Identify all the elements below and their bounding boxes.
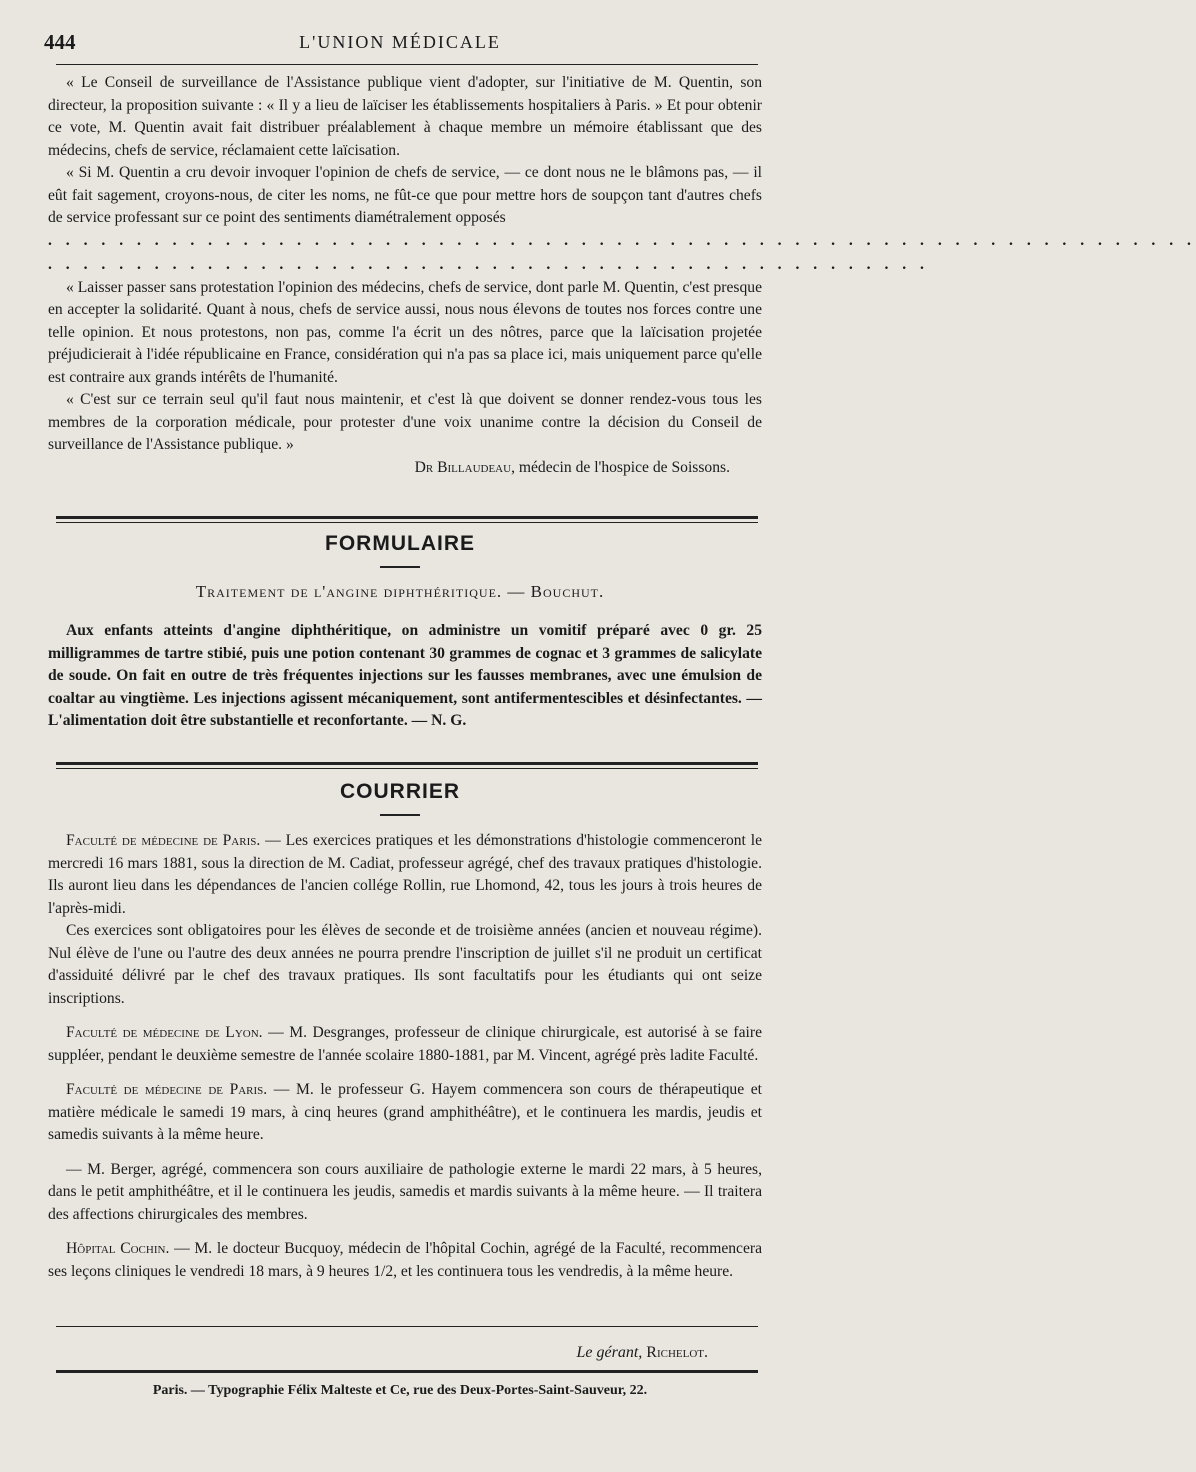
- courrier-item: [48, 1159, 762, 1227]
- courrier-item-lead: Faculté de médecine de Paris.: [66, 832, 261, 849]
- formulaire-title: FORMULAIRE: [325, 532, 475, 555]
- courrier-item-text: — M. le professeur G. Hayem commencera son cours de thérapeutique et matière médicale le samedi 19 mars, à cinq heures (grand amphithéâtre), et le continuera les mardis, jeudis et samedis suivants à la même heure.: [48, 1081, 762, 1143]
- gerant-signature: [577, 1344, 709, 1362]
- page-header: [44, 30, 756, 64]
- letter-paragraph: « Si M. Quentin a cru devoir invoquer l'opinion de chefs de service, — ce dont nous ne le blâmons pas, — il eût fait sagement, croyons-nous, de citer les noms, ne fût-ce que pour mettre hors de soupçon tant d'autres chefs de service professant sur ce point des sentiments diamétralement opposés: [48, 164, 762, 226]
- courrier-item-text: — M. Berger, agrégé, commencera son cours auxiliaire de pathologie externe le mardi 22 mars, à 5 heures, dans le petit amphithéâtre, et il le continuera les jeudis, samedis et mardis suivants à la même heure. — Il traitera des affections chirurgicales des membres.: [48, 1160, 762, 1223]
- letter-paragraph: « Le Conseil de surveillance de l'Assistance publique vient d'adopter, sur l'initiative de M. Quentin, son directeur, la proposition suivante : « Il y a lieu de laïciser les établissements hospitaliers à Paris. » Et pour obtenir ce vote, M. Quentin avait fait distribuer préalablement à chaque membre un mémoire établissant que des médecins, chefs de service, réclamaient cette laïcisation.: [48, 74, 762, 159]
- section-divider: [56, 762, 758, 769]
- courrier-item: [48, 920, 762, 1010]
- closing-rule: [56, 1326, 758, 1327]
- courrier-item-text: — Les exercices pratiques et les démonstrations d'histologie commenceront le mercredi 16 mars 1881, sous la direction de M. Cadiat, professeur agrégé, chef des travaux pratiques d'histologie. Ils auront lieu dans les dépendances de l'ancien collége Rollin, rue Lhomond, 42, tous les jours à trois heures de l'après-midi.: [48, 832, 762, 917]
- signature: [48, 457, 762, 480]
- courrier-item-text: — M. le docteur Bucquoy, médecin de l'hôpital Cochin, agrégé de la Faculté, recommencera ses leçons cliniques le vendredi 18 mars, à 9 heures 1/2, et les continuera tous les vendredis, à la même heure.: [48, 1240, 762, 1280]
- letter-paragraph: « Laisser passer sans protestation l'opinion des médecins, chefs de service, dont parle M. Quentin, c'est presque en accepter la solidarité. Quant à nous, chefs de service aussi, nous nous élevons de toutes nos forces contre une telle opinion. Et nous protestons, non pas, comme l'a écrit un des nôtres, parce que la laïcisation projetée préjudicierait à l'idée républicaine en France, considération qui n'a pas sa place ici, mais uniquement parce qu'elle est contraire aux grands intérêts de l'humanité.: [48, 278, 762, 386]
- formulaire-body: Aux enfants atteints d'angine diphthéritique, on administre un vomitif préparé avec 0 gr. 25 milligrammes de tartre stibié, puis une potion contenant 30 grammes de cognac et 3 grammes de salicylate de soude. On fait en outre de très fréquentes injections sur les fausses membranes, avec une émulsion de coaltar au vingtième. Les injections agissent mécaniquement, sont antifermentescibles et désinfectantes. — L'alimentation doit être substantielle et reconfortante. — N. G.: [48, 622, 762, 729]
- printer-imprint: Paris. — Typographie Félix Malteste et Ce, rue des Deux-Portes-Saint-Sauveur, 22.: [152, 1383, 648, 1398]
- courrier-item: [48, 1238, 762, 1283]
- section-divider: [56, 516, 758, 523]
- gerant-label: Le gérant,: [576, 1344, 643, 1361]
- signature-rest: médecin de l'hospice de Soissons.: [514, 458, 730, 476]
- courrier-item-lead: Faculté de médecine de Lyon.: [66, 1024, 263, 1041]
- courrier-item-text: — M. Desgranges, professeur de clinique chirurgicale, est autorisé à se faire suppléer, pendant le deuxième semestre de l'année scolaire 1880-1881, par M. Vincent, agrégé près ladite Faculté.: [48, 1024, 762, 1064]
- journal-title: L'UNION MÉDICALE: [299, 32, 501, 52]
- gerant-name: Richelot.: [646, 1344, 708, 1361]
- courrier-item: [48, 1022, 762, 1067]
- ellipsis-line-2: . . . . . . . . . . . . . . . . . . . . . . . . . . . . . . . . . . . . . . . . . . . . . . . . . .: [48, 256, 929, 273]
- page-number: 444: [44, 30, 76, 54]
- signature-name: Dr Billaudeau,: [414, 458, 515, 476]
- letter-section: [48, 72, 1196, 479]
- courrier-item-lead: Hôpital Cochin.: [66, 1240, 170, 1257]
- letter-paragraph: « C'est sur ce terrain seul qu'il faut nous maintenir, et c'est là que doivent se donner rendez-vous tous les membres de la corporation médicale, pour protester d'une voix unanime contre la décision du Conseil de surveillance de l'Assistance publique. »: [48, 391, 762, 453]
- courrier-item: [48, 830, 762, 920]
- header-rule: [56, 64, 758, 65]
- courrier-item-text: Ces exercices sont obligatoires pour les élèves de seconde et de troisième années (ancien et nouveau régime). Nul élève de l'une ou l'autre des deux années ne pourra prendre l'inscription de juillet s'il ne produit un certificat d'assiduité délivré par le chef des travaux pratiques. Ils sont facultatifs pour les étudiants qui ont seize inscriptions.: [48, 922, 762, 1007]
- courrier-title: COURRIER: [339, 780, 460, 803]
- title-underline: [380, 814, 420, 816]
- courrier-item-lead: Faculté de médecine de Paris.: [66, 1081, 268, 1098]
- formulaire-body-section: [48, 620, 762, 733]
- formulaire-subtitle: Traitement de l'angine diphthéritique. — Bouchut.: [195, 582, 605, 601]
- footer-rule: [56, 1370, 758, 1373]
- title-underline: [380, 566, 420, 568]
- courrier-section: [48, 830, 762, 1283]
- courrier-item: [48, 1079, 762, 1147]
- ellipsis-line: . . . . . . . . . . . . . . . . . . . . . . . . . . . . . . . . . . . . . . . . . . . . . . . . . . . . . . . . . . . . . . . . .: [48, 231, 1196, 249]
